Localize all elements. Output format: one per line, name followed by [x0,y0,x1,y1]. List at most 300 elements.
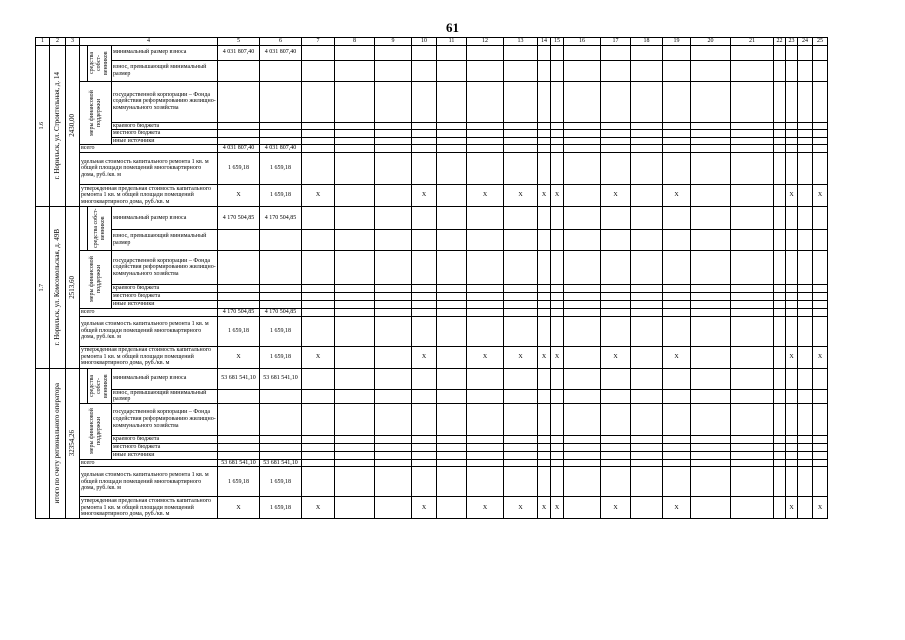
row-state-corp [36,403,828,435]
empty-cell [504,60,538,81]
empty-cell [798,308,813,316]
empty-cell [813,451,828,459]
empty-cell [663,459,691,467]
empty-cell [538,292,551,300]
empty-cell [731,346,774,368]
row-regional [36,284,828,292]
empty-cell [813,45,828,60]
section-number-cell [36,206,50,368]
empty-cell [551,206,564,229]
empty-cell [551,403,564,435]
empty-cell [375,308,412,316]
empty-cell [335,130,375,138]
empty-cell [631,184,663,206]
empty-cell [731,152,774,184]
section-number: 1.7 [39,283,45,292]
empty-cell [798,284,813,292]
row-local [36,443,828,451]
empty-cell [631,497,663,519]
empty-cell [412,316,437,346]
empty-cell [813,389,828,403]
empty-cell [375,316,412,346]
empty-cell [302,300,335,308]
empty-cell [663,300,691,308]
empty-cell [551,137,564,145]
empty-cell [691,389,731,403]
row-approved-cost [36,497,828,519]
empty-cell [335,300,375,308]
empty-cell [663,403,691,435]
empty-cell [663,130,691,138]
empty-cell [731,45,774,60]
empty-cell [564,292,601,300]
empty-cell [813,250,828,284]
x-mark: X [663,497,691,519]
empty-cell [375,459,412,467]
group-own-funds-cell [88,206,112,250]
empty-cell [467,292,504,300]
empty-cell [437,443,467,451]
header-col-4: 4 [80,38,218,46]
empty-cell [551,45,564,60]
empty-cell [375,229,412,250]
empty-cell [786,308,798,316]
empty-cell [601,145,631,153]
empty-cell [260,250,302,284]
empty-cell [437,368,467,389]
empty-cell [631,81,663,122]
empty-cell [335,443,375,451]
empty-cell [731,145,774,153]
row-min-contribution [36,206,828,229]
header-col-5: 5 [218,38,260,46]
empty-cell [302,145,335,153]
empty-cell [538,389,551,403]
value-col6: 4 170 504,85 [260,206,302,229]
address-cell [50,206,66,368]
address: г. Норильск, ул. Комсомольская, д. 49В [53,229,61,346]
empty-cell [467,229,504,250]
empty-cell [302,435,335,443]
empty-cell [798,130,813,138]
empty-cell [335,308,375,316]
empty-cell [663,152,691,184]
empty-cell [260,229,302,250]
empty-cell [564,403,601,435]
empty-cell [551,389,564,403]
unit-cost-col5: 1 659,18 [218,467,260,497]
empty-cell [218,300,260,308]
empty-cell [786,443,798,451]
empty-cell [786,300,798,308]
empty-cell [663,284,691,292]
empty-cell [467,451,504,459]
spacer-cell [80,368,88,403]
empty-cell [798,451,813,459]
empty-cell [813,435,828,443]
empty-cell [412,250,437,284]
empty-cell [813,130,828,138]
x-mark: X [467,497,504,519]
empty-cell [786,81,798,122]
empty-cell [335,389,375,403]
empty-cell [335,459,375,467]
header-col-16: 16 [564,38,601,46]
area: 32354,26 [68,430,76,457]
empty-cell [375,451,412,459]
empty-cell [335,403,375,435]
empty-cell [798,459,813,467]
empty-cell [731,284,774,292]
empty-cell [786,316,798,346]
group-support: меры финансовой поддержки [88,256,102,303]
empty-cell [786,137,798,145]
header-col-3: 3 [66,38,80,46]
header-row [36,38,828,46]
empty-cell [774,292,786,300]
empty-cell [437,184,467,206]
empty-cell [335,451,375,459]
label-min-contribution: минимальный размер взноса [112,368,218,389]
empty-cell [437,81,467,122]
empty-cell [412,152,437,184]
empty-cell [335,284,375,292]
empty-cell [437,451,467,459]
header-col-11: 11 [437,38,467,46]
empty-cell [504,137,538,145]
empty-cell [631,316,663,346]
empty-cell [437,292,467,300]
group-own-funds: средства собст-венников [92,208,106,249]
empty-cell [601,60,631,81]
group-support-cell [80,403,112,459]
empty-cell [691,81,731,122]
row-unit-cost [36,152,828,184]
row-over-min [36,389,828,403]
empty-cell [412,145,437,153]
x-mark: X [601,346,631,368]
empty-cell [335,467,375,497]
address-cell [50,368,66,519]
label-min-contribution: минимальный размер взноса [112,206,218,229]
empty-cell [564,459,601,467]
empty-cell [774,184,786,206]
label-min-contribution: минимальный размер взноса [112,45,218,60]
empty-cell [564,81,601,122]
empty-cell [774,45,786,60]
empty-cell [564,284,601,292]
empty-cell [437,316,467,346]
empty-cell [218,403,260,435]
empty-cell [260,443,302,451]
empty-cell [335,368,375,389]
empty-cell [786,45,798,60]
empty-cell [335,145,375,153]
empty-cell [551,122,564,130]
empty-cell [731,60,774,81]
x-mark: X [813,346,828,368]
empty-cell [813,206,828,229]
empty-cell [260,137,302,145]
empty-cell [786,467,798,497]
empty-cell [774,229,786,250]
empty-cell [786,60,798,81]
x-mark: X [467,346,504,368]
empty-cell [467,130,504,138]
empty-cell [774,389,786,403]
empty-cell [631,130,663,138]
empty-cell [538,206,551,229]
empty-cell [260,284,302,292]
empty-cell [375,122,412,130]
empty-cell [467,145,504,153]
empty-cell [504,368,538,389]
empty-cell [260,300,302,308]
empty-cell [631,250,663,284]
empty-cell [412,60,437,81]
empty-cell [504,389,538,403]
empty-cell [813,60,828,81]
label-local: местного бюджета [112,292,218,300]
empty-cell [218,137,260,145]
empty-cell [798,368,813,389]
approved-col6: 1 659,18 [260,184,302,206]
empty-cell [691,137,731,145]
header-col-17: 17 [601,38,631,46]
empty-cell [412,206,437,229]
row-over-min [36,60,828,81]
header-col-6: 6 [260,38,302,46]
header-col-19: 19 [663,38,691,46]
empty-cell [774,250,786,284]
empty-cell [437,229,467,250]
empty-cell [504,467,538,497]
empty-cell [412,435,437,443]
empty-cell [504,229,538,250]
empty-cell [504,292,538,300]
label-other: иные источники [112,137,218,145]
empty-cell [798,60,813,81]
x-mark: X [786,184,798,206]
x-mark: X [786,497,798,519]
x-mark: X [218,346,260,368]
row-local [36,130,828,138]
empty-cell [437,284,467,292]
empty-cell [260,403,302,435]
empty-cell [504,316,538,346]
empty-cell [538,152,551,184]
empty-cell [467,467,504,497]
group-own-funds-cell [88,368,112,403]
empty-cell [798,292,813,300]
empty-cell [538,435,551,443]
empty-cell [437,206,467,229]
empty-cell [504,145,538,153]
empty-cell [467,435,504,443]
empty-cell [786,403,798,435]
total-col6: 4 170 504,85 [260,308,302,316]
empty-cell [437,403,467,435]
empty-cell [375,403,412,435]
empty-cell [437,497,467,519]
empty-cell [691,308,731,316]
empty-cell [691,60,731,81]
header-col-9: 9 [375,38,412,46]
empty-cell [302,130,335,138]
empty-cell [731,467,774,497]
empty-cell [564,45,601,60]
empty-cell [774,403,786,435]
empty-cell [691,368,731,389]
empty-cell [412,467,437,497]
empty-cell [260,435,302,443]
empty-cell [551,467,564,497]
empty-cell [731,206,774,229]
empty-cell [551,459,564,467]
empty-cell [601,435,631,443]
x-mark: X [218,184,260,206]
empty-cell [663,435,691,443]
empty-cell [631,389,663,403]
empty-cell [551,316,564,346]
value-col5: 4 031 807,40 [218,45,260,60]
row-state-corp [36,250,828,284]
total-col5: 4 031 807,40 [218,145,260,153]
empty-cell [375,250,412,284]
empty-cell [813,443,828,451]
group-own-funds: средства собст-венников [89,51,109,75]
empty-cell [335,184,375,206]
x-mark: X [551,497,564,519]
empty-cell [260,130,302,138]
empty-cell [260,60,302,81]
empty-cell [691,316,731,346]
empty-cell [564,229,601,250]
empty-cell [467,300,504,308]
empty-cell [335,435,375,443]
empty-cell [601,45,631,60]
empty-cell [437,467,467,497]
empty-cell [731,130,774,138]
empty-cell [564,346,601,368]
x-mark: X [504,346,538,368]
header-col-8: 8 [335,38,375,46]
empty-cell [551,145,564,153]
unit-cost-col6: 1 659,18 [260,152,302,184]
empty-cell [260,451,302,459]
empty-cell [260,292,302,300]
empty-cell [302,81,335,122]
empty-cell [218,389,260,403]
address-cell [50,45,66,206]
empty-cell [691,459,731,467]
area-cell [66,368,80,519]
header-col-13: 13 [504,38,538,46]
empty-cell [601,81,631,122]
row-other [36,451,828,459]
empty-cell [798,250,813,284]
empty-cell [467,60,504,81]
empty-cell [538,368,551,389]
x-mark: X [504,184,538,206]
empty-cell [786,130,798,138]
empty-cell [467,152,504,184]
empty-cell [798,145,813,153]
empty-cell [538,145,551,153]
label-unit-cost: удельная стоимость капитального ремонта 1 кв. м общей площади помещений многоквартирного дома, руб./кв. м [80,467,218,497]
empty-cell [774,308,786,316]
empty-cell [412,403,437,435]
unit-cost-col5: 1 659,18 [218,152,260,184]
empty-cell [601,300,631,308]
empty-cell [302,467,335,497]
spacer-cell [80,45,88,81]
empty-cell [412,300,437,308]
empty-cell [601,122,631,130]
empty-cell [786,206,798,229]
area: 2430,00 [68,114,76,138]
label-over-min: взнос, превышающий минимальный размер [112,60,218,81]
empty-cell [564,184,601,206]
empty-cell [504,300,538,308]
area: 2513,60 [68,275,76,299]
empty-cell [218,229,260,250]
empty-cell [813,284,828,292]
empty-cell [631,152,663,184]
empty-cell [551,130,564,138]
empty-cell [564,435,601,443]
empty-cell [798,229,813,250]
label-other: иные источники [112,300,218,308]
empty-cell [731,368,774,389]
empty-cell [601,368,631,389]
empty-cell [691,284,731,292]
total-col6: 4 031 807,40 [260,145,302,153]
empty-cell [218,250,260,284]
label-over-min: взнос, превышающий минимальный размер [112,229,218,250]
header-col-23: 23 [786,38,798,46]
empty-cell [786,152,798,184]
section-number-cell [36,368,50,519]
value-col6: 53 681 541,10 [260,368,302,389]
empty-cell [467,308,504,316]
approved-col6: 1 659,18 [260,346,302,368]
empty-cell [335,229,375,250]
row-unit-cost [36,316,828,346]
empty-cell [335,60,375,81]
empty-cell [786,229,798,250]
empty-cell [218,451,260,459]
empty-cell [467,459,504,467]
empty-cell [786,435,798,443]
empty-cell [538,300,551,308]
empty-cell [691,443,731,451]
empty-cell [786,145,798,153]
empty-cell [564,122,601,130]
empty-cell [631,443,663,451]
x-mark: X [813,184,828,206]
empty-cell [412,45,437,60]
empty-cell [375,60,412,81]
empty-cell [504,152,538,184]
empty-cell [412,443,437,451]
label-approved-cost: утвержденная предельная стоимость капитального ремонта 1 кв. м общей площади помещений многоквартирного дома, руб./кв. м [80,346,218,368]
empty-cell [437,389,467,403]
empty-cell [551,451,564,459]
unit-cost-col6: 1 659,18 [260,467,302,497]
empty-cell [375,389,412,403]
empty-cell [437,122,467,130]
